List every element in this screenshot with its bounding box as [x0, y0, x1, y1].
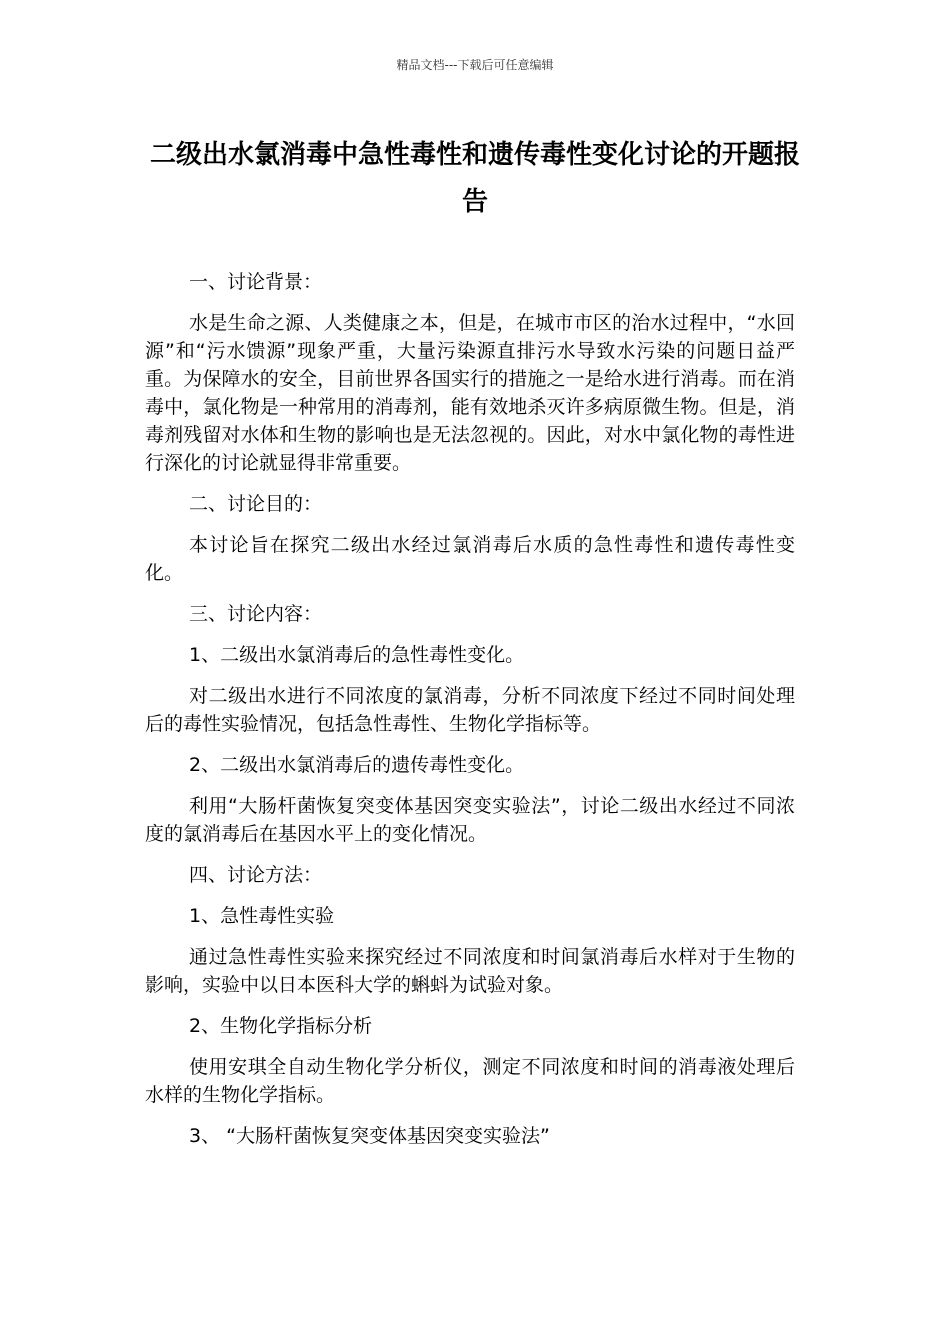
subheading-genetic-toxicity: 2、二级出水氯消毒后的遗传毒性变化。 — [189, 754, 525, 776]
section-heading-background: 一、讨论背景： — [189, 271, 323, 293]
paragraph-biochemical-analysis: 使用安琪全自动生物化学分析仪，测定不同浓度和时间的消毒液处理后水样的生物化学指标。 — [145, 1056, 795, 1106]
paragraph-purpose: 本讨论旨在探究二级出水经过氯消毒后水质的急性毒性和遗传毒性变化。 — [145, 534, 795, 584]
paragraph-genetic-toxicity: 利用“大肠杆菌恢复突变体基因突变实验法”，讨论二级出水经过不同浓度的氯消毒后在基因水平上的变化情况。 — [145, 795, 795, 845]
paragraph-background: 水是生命之源、人类健康之本，但是，在城市市区的治水过程中，“水回源”和“污水馈源”现象严重，大量污染源直排污水导致水污染的问题日益严重。为保障水的安全，目前世界各国实行的措施之一是给水进行消毒。而在消毒中，氯化物是一种常用的消毒剂，能有效地杀灭许多病原微生物。但是，消毒剂残留对水体和生物的影响也是无法忽视的。因此，对水中氯化物的毒性进行深化的讨论就显得非常重要。 — [145, 312, 795, 474]
document-body — [145, 268, 795, 1163]
section-heading-methods: 四、讨论方法： — [189, 864, 323, 886]
section-heading-purpose: 二、讨论目的： — [189, 493, 323, 515]
paragraph-acute-toxicity-test: 通过急性毒性实验来探究经过不同浓度和时间氯消毒后水样对于生物的影响，实验中以日本医科大学的蝌蚪为试验对象。 — [145, 946, 795, 996]
subheading-biochemical-analysis: 2、生物化学指标分析 — [189, 1015, 373, 1037]
subheading-acute-toxicity-test: 1、急性毒性实验 — [189, 905, 335, 927]
page-header: 精品文档---下载后可任意编辑 — [396, 58, 554, 72]
subheading-ecoli-mutation-test: 3、 “大肠杆菌恢复突变体基因突变实验法” — [189, 1125, 550, 1147]
document-title: 二级出水氯消毒中急性毒性和遗传毒性变化讨论的开题报告 — [149, 140, 800, 217]
paragraph-acute-toxicity: 对二级出水进行不同浓度的氯消毒，分析不同浓度下经过不同时间处理后的毒性实验情况，包括急性毒性、生物化学指标等。 — [145, 685, 795, 735]
subheading-acute-toxicity: 1、二级出水氯消毒后的急性毒性变化。 — [189, 644, 525, 666]
section-heading-content: 三、讨论内容： — [189, 603, 323, 625]
